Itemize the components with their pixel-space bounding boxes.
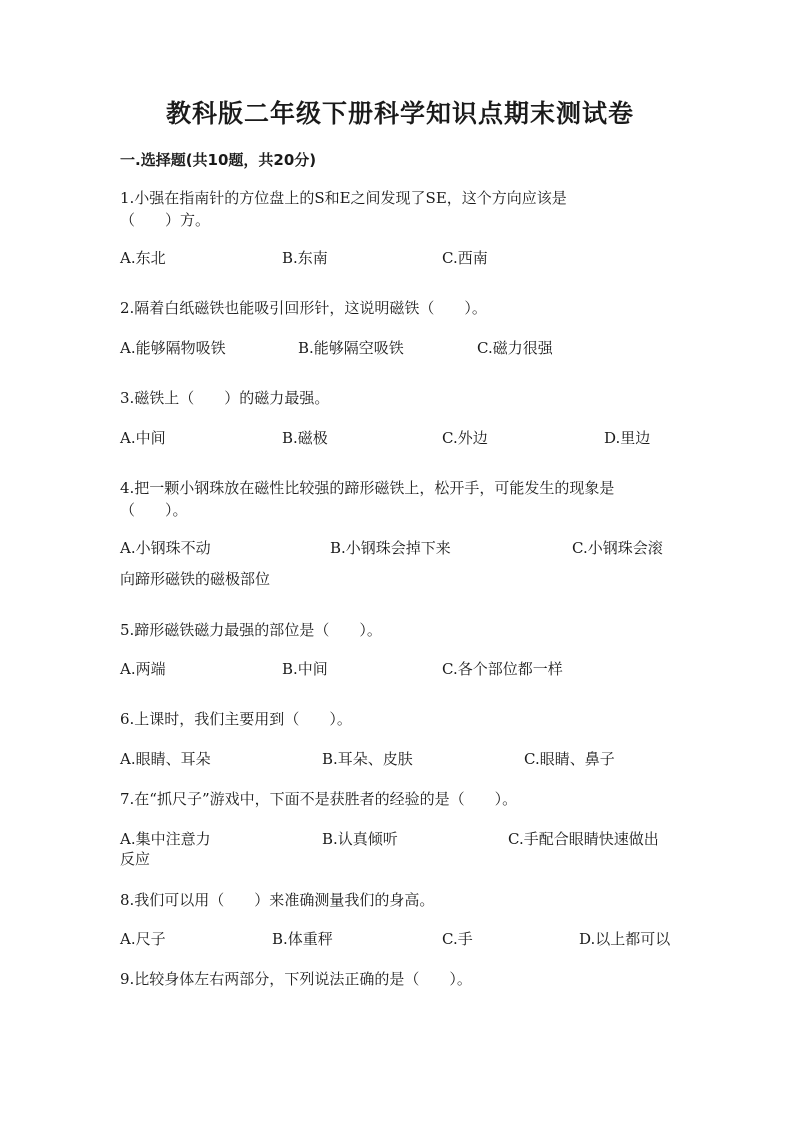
question-stem-line: 6.上课时，我们主要用到（ ）。 <box>120 710 352 728</box>
question-4 <box>120 477 680 521</box>
option-b: B.东南 <box>282 249 328 267</box>
option-b: B.耳朵、皮肤 <box>322 750 413 768</box>
question-5-options <box>120 658 680 680</box>
question-stem-line: （ ）方。 <box>120 211 211 229</box>
option-c: C.磁力很强 <box>477 339 553 357</box>
option-a: A.能够隔物吸铁 <box>120 339 226 357</box>
option-c: C.各个部位都一样 <box>442 660 563 678</box>
question-2 <box>120 297 680 319</box>
option-d: D.里边 <box>604 429 651 447</box>
option-a: A.集中注意力 <box>120 830 211 848</box>
option-c: C.眼睛、鼻子 <box>524 750 615 768</box>
question-2-options <box>120 337 680 359</box>
question-6-options <box>120 748 680 770</box>
question-8 <box>120 889 680 911</box>
question-3 <box>120 387 680 409</box>
option-b: B.中间 <box>282 660 328 678</box>
option-c: C.手配合眼睛快速做出 <box>508 830 659 848</box>
option-b: B.认真倾听 <box>322 830 398 848</box>
question-stem-line: （ ）。 <box>120 501 188 519</box>
question-1 <box>120 187 680 231</box>
question-3-options <box>120 427 680 449</box>
option-c: C.小钢珠会滚 <box>572 539 663 557</box>
option-a: A.尺子 <box>120 930 166 948</box>
option-d: D.以上都可以 <box>579 930 671 948</box>
option-b: B.磁极 <box>282 429 328 447</box>
option-c: C.外边 <box>442 429 488 447</box>
question-stem-line: 8.我们可以用（ ）来准确测量我们的身高。 <box>120 891 435 909</box>
section-heading: 一.选择题(共10题，共20分) <box>120 151 317 169</box>
question-7 <box>120 788 680 810</box>
option-c-continuation: 向蹄形磁铁的磁极部位 <box>120 570 271 588</box>
option-c: C.西南 <box>442 249 488 267</box>
question-stem-line: 4.把一颗小钢珠放在磁性比较强的蹄形磁铁上，松开手，可能发生的现象是 <box>120 479 615 497</box>
question-stem-line: 3.磁铁上（ ）的磁力最强。 <box>120 389 330 407</box>
question-8-options <box>120 928 680 950</box>
page-title: 教科版二年级下册科学知识点期末测试卷 <box>165 99 634 128</box>
question-9 <box>120 968 680 990</box>
question-stem-line: 9.比较身体左右两部分，下列说法正确的是（ ）。 <box>120 970 472 988</box>
question-6 <box>120 708 680 730</box>
option-a: A.小钢珠不动 <box>120 539 211 557</box>
question-stem-line: 5.蹄形磁铁磁力最强的部位是（ ）。 <box>120 621 382 639</box>
option-c: C.手 <box>442 930 473 948</box>
question-stem-line: 7.在“抓尺子”游戏中，下面不是获胜者的经验的是（ ）。 <box>120 790 518 808</box>
option-a: A.中间 <box>120 429 166 447</box>
question-stem-line: 1.小强在指南针的方位盘上的S和E之间发现了SE，这个方向应该是 <box>120 189 567 207</box>
question-stem-line: 2.隔着白纸磁铁也能吸引回形针，这说明磁铁（ ）。 <box>120 299 487 317</box>
question-4-options <box>120 537 680 559</box>
question-5 <box>120 619 680 641</box>
option-b: B.能够隔空吸铁 <box>298 339 404 357</box>
option-b: B.体重秤 <box>272 930 333 948</box>
question-7-options <box>120 828 680 850</box>
option-a: A.两端 <box>120 660 166 678</box>
option-c-continuation: 反应 <box>120 850 151 868</box>
option-a: A.眼睛、耳朵 <box>120 750 211 768</box>
question-1-options <box>120 247 680 269</box>
option-a: A.东北 <box>120 249 166 267</box>
option-b: B.小钢珠会掉下来 <box>330 539 451 557</box>
